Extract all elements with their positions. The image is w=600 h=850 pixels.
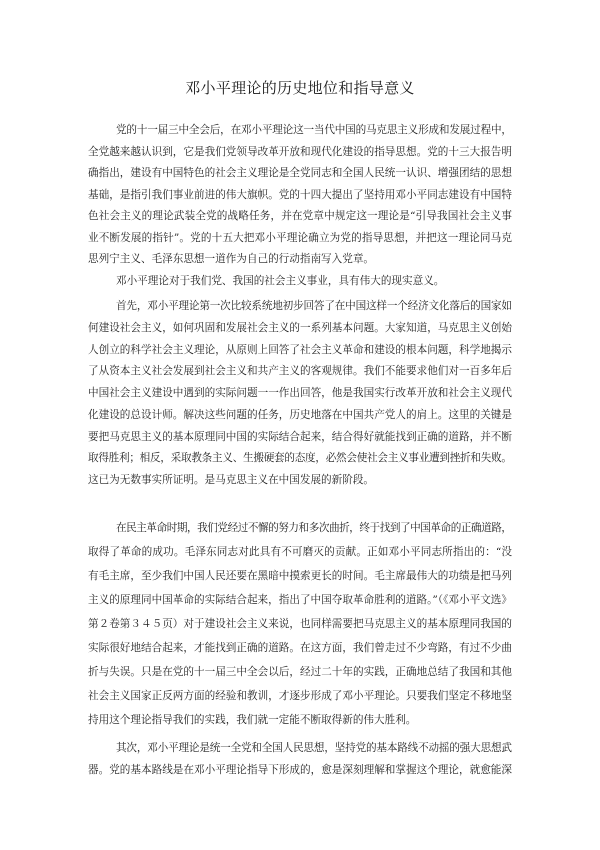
text-line: 业不断发展的指针”。党的十五大把邓小平理论确立为党的指导思想，并把这一理论同马克: [88, 231, 513, 244]
text-line: 主义的原理同中国革命的实际结合起来，指出了中国夺取革命胜利的道路。”（《邓小平文选》: [88, 594, 512, 606]
text-line: 化建设的总设计师。解决这些问题的任务，历史地落在中国共产党人的肩上。这里的关键是: [88, 408, 513, 421]
text-line: 社会主义国家正反两方面的经验和教训，才逐步形成了邓小平理论。只要我们坚定不移地坚: [88, 690, 513, 702]
text-line: 何建设社会主义，如何巩固和发展社会主义的一系列基本问题。大家知道，马克思主义创始: [88, 321, 513, 334]
paragraph: [88, 271, 512, 293]
text-line: 基础，是指引我们事业前进的伟大旗帜。党的十四大提出了坚持用邓小平同志建设有中国特: [88, 188, 513, 201]
text-line: 思列宁主义、毛泽东思想一道作为自己的行动指南写入党章。: [88, 253, 375, 265]
text-line: 在民主革命时期，我们党经过不懈的努力和多次曲折，终于找到了中国革命的正确道路，: [116, 522, 512, 534]
text-line: 了从资本主义社会发展到社会主义和共产主义的客观规律。我们不能要求他们对一百多年后: [88, 365, 513, 378]
text-line: 取得了革命的成功。毛泽东同志对此具有不可磨灭的贡献。正如邓小平同志所指出的：“没: [88, 546, 513, 558]
text-line: 器。党的基本路线是在邓小平理论指导下形成的，愈是深刻理解和掌握这个理论，就愈能深: [88, 764, 513, 776]
text-line: 持用这个理论指导我们的实践，我们就一定能不断取得新的伟大胜利。: [88, 714, 417, 726]
text-line: 第２卷第３４５页）对于建设社会主义来说，也同样需要把马克思主义的基本原理同我国的: [88, 618, 513, 630]
document-title: 邓小平理论的历史地位和指导意义: [185, 79, 415, 97]
text-line: 有毛主席，至少我们中国人民还要在黑暗中摸索更长的时间。毛主席最伟大的功绩是把马列: [88, 570, 513, 582]
text-line: 要把马克思主义的基本原理同中国的实际结合起来，结合得好就能找到正确的道路，并不断: [88, 430, 513, 443]
paragraph: [88, 516, 512, 732]
paragraph: [88, 737, 512, 781]
text-line: 取得胜利；相反，采取教条主义、生搬硬套的态度，必然会使社会主义事业遭到挫折和失败。: [88, 452, 512, 465]
text-line: 党的十一届三中全会后，在邓小平理论这一当代中国的马克思主义形成和发展过程中，: [116, 124, 512, 136]
text-line: 人创立的科学社会主义理论，从原则上回答了社会主义革命和建设的根本问题，科学地揭示: [88, 343, 513, 356]
text-line: 其次，邓小平理论是统一全党和全国人民思想，坚持党的基本路线不动摇的强大思想武: [116, 742, 512, 754]
text-line: 首先，邓小平理论第一次比较系统地初步回答了在中国这样一个经济文化落后的国家如: [116, 300, 512, 312]
text-line: 实际很好地结合起来，才能找到正确的道路。在这方面，我们曾走过不少弯路，有过不少曲: [88, 642, 513, 654]
paragraph: [88, 120, 512, 271]
text-line: 确指出，建设有中国特色的社会主义理论是全党同志和全国人民统一认识、增强团结的思想: [88, 167, 513, 179]
text-line: 中国社会主义建设中遇到的实际问题一一作出回答，他是我国实行改革开放和社会主义现代: [88, 387, 513, 399]
text-line: 这已为无数事实所证明。是马克思主义在中国发展的新阶段。: [88, 474, 375, 486]
text-line: 折与失误。只是在党的十一届三中全会以后，经过二十年的实践，正确地总结了我国和其他: [88, 666, 513, 678]
text-line: 邓小平理论对于我们党、我国的社会主义事业，具有伟大的现实意义。: [116, 275, 445, 287]
paragraph: [88, 296, 512, 492]
text-line: 全党越来越认识到，它是我们党领导改革开放和现代化建设的指导思想。党的十三大报告明: [88, 145, 513, 158]
text-line: 色社会主义的理论武装全党的战略任务，并在党章中规定这一理论是“引导我国社会主义事: [88, 210, 513, 222]
